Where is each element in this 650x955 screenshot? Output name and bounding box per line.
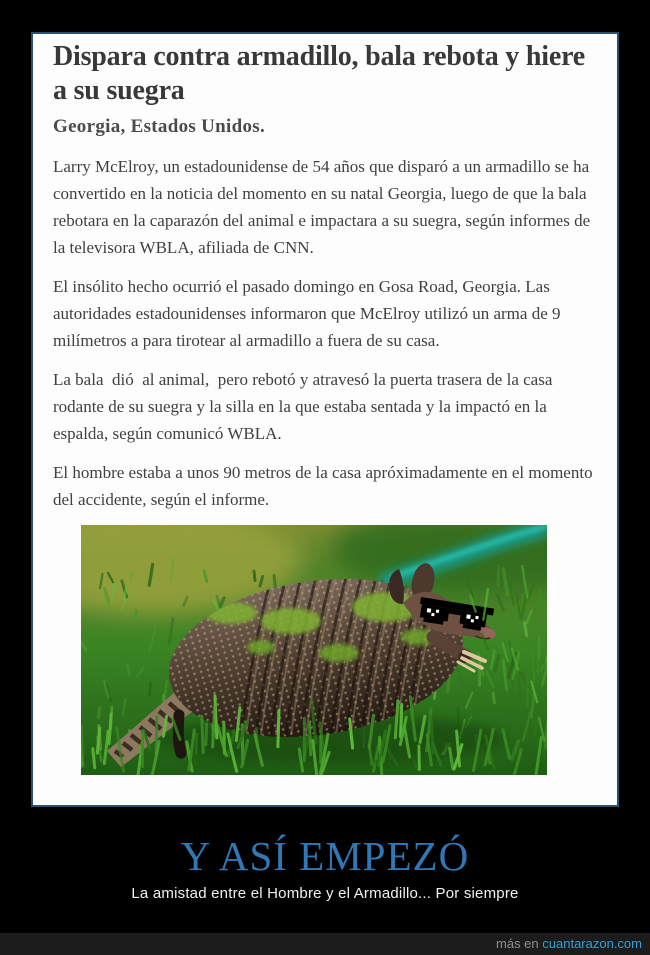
- grass-blade: [131, 572, 132, 581]
- grass-blade: [98, 708, 100, 718]
- article-paragraph-1: Larry McElroy, un estadounidense de 54 años que disparó a un armadillo se ha convertido en la noticia del momento en su natal Georgia, luego de que la bala rebotara en la caparazón del animal e impactara a su suegra, según informes de la televisora WBLA, afiliada de CNN.: [53, 157, 595, 257]
- grass-blade: [537, 653, 538, 675]
- grass-blade: [150, 683, 151, 696]
- grass-blade: [206, 724, 207, 745]
- article-dateline: Georgia, Estados Unidos.: [53, 116, 266, 137]
- article-paragraph-2: El insólito hecho ocurrió el pasado domingo en Gosa Road, Georgia. Las autoridades estadounidenses informaron que McElroy utilizó un arma de 9 milímetros a para tirotear al armadillo a fuera de su casa.: [53, 277, 565, 350]
- grass-blade: [112, 584, 114, 600]
- grass-blade: [493, 693, 494, 703]
- grass-blade: [224, 722, 225, 753]
- watermark-prefix: más en: [496, 936, 543, 951]
- grass-blade: [278, 710, 279, 747]
- grass-blade: [519, 673, 520, 699]
- watermark-text: [0, 933, 650, 955]
- caption-headline: Y ASÍ EMPEZÓ: [180, 833, 470, 879]
- grass-blade: [196, 734, 197, 754]
- article-paragraph-3: La bala dió al animal, pero rebotó y atravesó la puerta trasera de la casa rodante de su suegra y la silla en la que estaba sentada y la impactó en la espalda, según comunicó WBLA.: [53, 370, 557, 443]
- article-paragraph-4: El hombre estaba a unos 90 metros de la casa apróximadamente en el momento del accidente, según el informe.: [53, 463, 597, 509]
- grass-blade: [401, 705, 402, 737]
- article-content: [33, 34, 617, 775]
- grass-blade: [202, 716, 203, 752]
- grass-blade: [254, 571, 255, 580]
- grass-blade: [82, 727, 83, 766]
- armadillo-photo-svg: [81, 525, 547, 775]
- grass-blade: [419, 746, 420, 770]
- grass-blade: [310, 724, 311, 755]
- watermark-site-link[interactable]: cuantarazon.com: [542, 936, 642, 951]
- grass-blade: [431, 716, 433, 753]
- grass-blade: [213, 707, 215, 747]
- caption-subline: La amistad entre el Hombre y el Armadillo... Por siempre: [131, 885, 519, 902]
- meme-caption: [0, 833, 650, 903]
- watermark-bar: [0, 933, 650, 955]
- grass-blade: [93, 749, 95, 768]
- armadillo-photo: [81, 525, 547, 775]
- news-article-card: [31, 32, 619, 807]
- article-title: Dispara contra armadillo, bala rebota y hiere a su suegra: [53, 41, 586, 106]
